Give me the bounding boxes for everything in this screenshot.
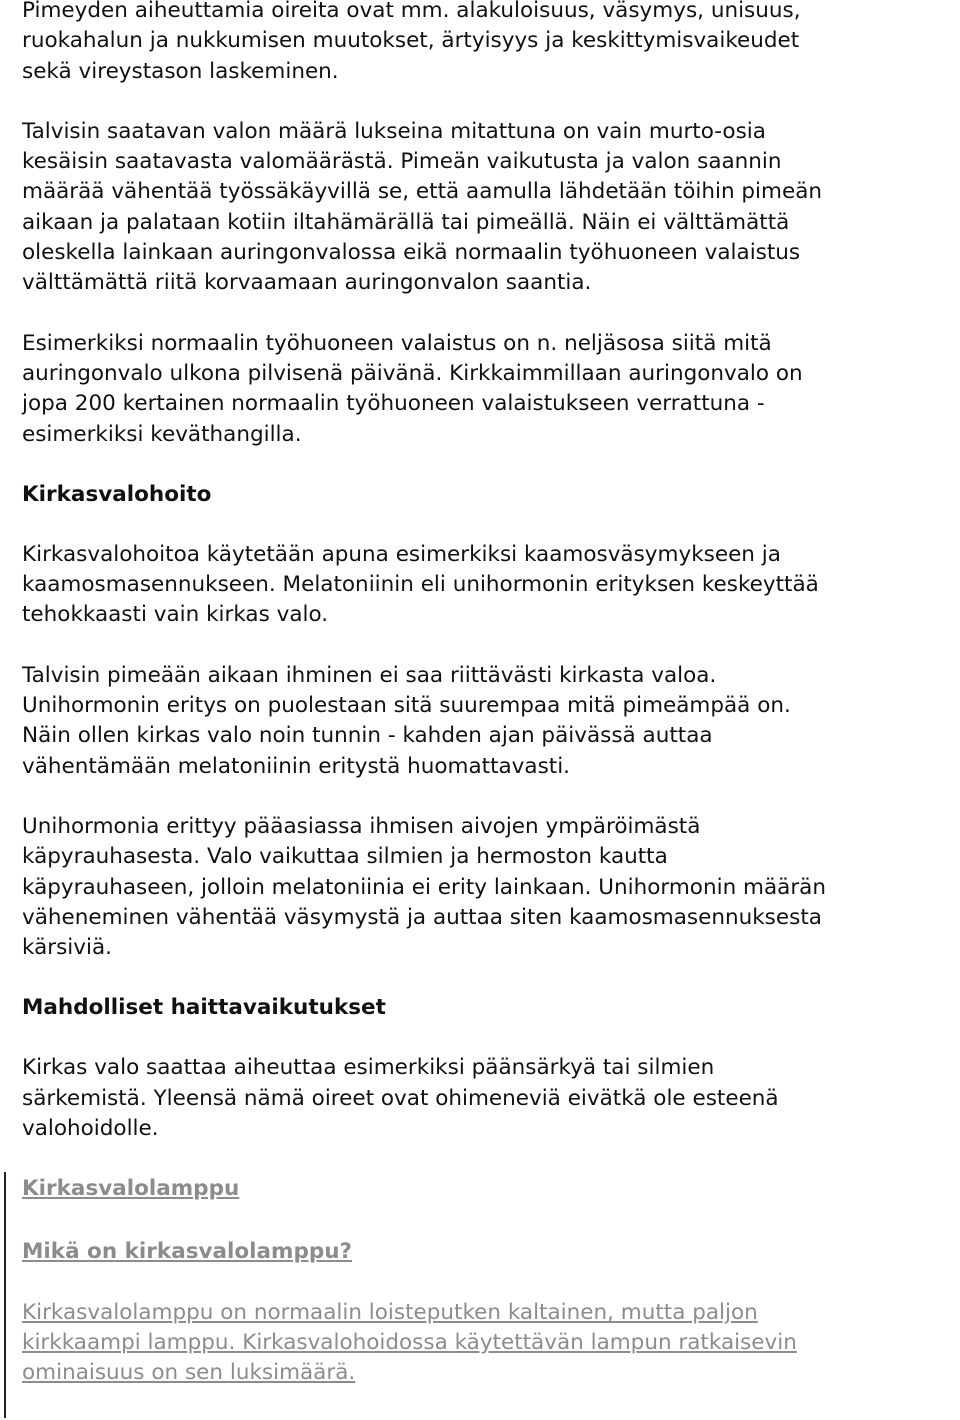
paragraph-winter-light: [22, 117, 960, 299]
text-line: jopa 200 kertainen normaalin työhuoneen valaistukseen verrattuna -: [22, 391, 765, 417]
section-heading-side-effects: Mahdolliset haittavaikutukset: [22, 995, 386, 1021]
text-line: sekä vireystason laskeminen.: [22, 58, 339, 84]
paragraph-melatonin: [22, 661, 960, 782]
text-line: esimerkiksi keväthangilla.: [22, 421, 302, 447]
text-line: ruokahalun ja nukkumisen muutokset, ärtyisyys ja keskittymisvaikeudet: [22, 28, 800, 54]
left-border-bar: [4, 1172, 6, 1418]
text-line: Pimeyden aiheuttamia oireita ovat mm. alakuloisuus, väsymys, unisuus,: [22, 0, 801, 23]
link-mika-on-kirkasvalolamppu[interactable]: Mikä on kirkasvalolamppu?: [22, 1239, 352, 1264]
text-line: valohoidolle.: [22, 1116, 159, 1142]
text-line: auringonvalo ulkona pilvisenä päivänä. Kirkkaimmillaan auringonvalo on: [22, 360, 803, 386]
text-line: kärsiviä.: [22, 935, 112, 961]
text-line: väheneminen vähentää väsymystä ja auttaa siten kaamosmasennuksesta: [22, 904, 822, 930]
text-line: Unihormonin eritys on puolestaan sitä suurempaa mitä pimeämpää on.: [22, 693, 791, 719]
article-body: [22, 0, 960, 1144]
paragraph-therapy-intro: [22, 540, 960, 631]
text-line: välttämättä riitä korvaamaan auringonvalon saantia.: [22, 270, 592, 296]
link-description-line[interactable]: kirkkaampi lamppu. Kirkasvalohoidossa käytettävän lampun ratkaisevin: [22, 1330, 797, 1355]
text-line: kaamosmasennukseen. Melatoniinin eli unihormonin erityksen keskeyttää: [22, 572, 819, 598]
text-line: Talvisin pimeään aikaan ihminen ei saa riittävästi kirkasta valoa.: [22, 662, 717, 688]
text-line: kesäisin saatavasta valomäärästä. Pimeän vaikutusta ja valon saannin: [22, 149, 782, 175]
paragraph-pineal-gland: [22, 812, 960, 963]
link-description-line[interactable]: Kirkasvalolamppu on normaalin loisteputken kaltainen, mutta paljon: [22, 1300, 758, 1325]
text-line: Unihormonia erittyy pääasiassa ihmisen aivojen ympäröimästä: [22, 813, 701, 839]
text-line: Näin ollen kirkas valo noin tunnin - kahden ajan päivässä auttaa: [22, 723, 713, 749]
section-heading-kirkasvalohoito: Kirkasvalohoito: [22, 481, 212, 507]
text-line: Talvisin saatavan valon määrä lukseina mitattuna on vain murto-osia: [22, 118, 766, 144]
paragraph-office-lighting: [22, 329, 960, 450]
text-line: aikaan ja palataan kotiin iltahämärällä tai pimeällä. Näin ei välttämättä: [22, 209, 790, 235]
text-line: särkemistä. Yleensä nämä oireet ovat ohimeneviä eivätkä ole esteenä: [22, 1085, 779, 1111]
text-line: käpyrauhasesta. Valo vaikuttaa silmien ja hermoston kautta: [22, 844, 668, 870]
paragraph-side-effects: [22, 1053, 960, 1144]
text-line: oleskella lainkaan auringonvalossa eikä normaalin työhuoneen valaistus: [22, 240, 801, 266]
text-line: Kirkasvalohoitoa käytetään apuna esimerkiksi kaamosväsymykseen ja: [22, 541, 781, 567]
text-line: tehokkaasti vain kirkas valo.: [22, 602, 329, 628]
text-line: Kirkas valo saattaa aiheuttaa esimerkiksi päänsärkyä tai silmien: [22, 1055, 715, 1081]
text-line: vähentämään melatoniinin eritystä huomattavasti.: [22, 753, 571, 779]
link-description-line[interactable]: ominaisuus on sen luksimäärä.: [22, 1360, 356, 1385]
text-line: Esimerkiksi normaalin työhuoneen valaistus on n. neljäsosa siitä mitä: [22, 330, 772, 356]
link-kirkasvalolamppu[interactable]: Kirkasvalolamppu: [22, 1176, 240, 1201]
paragraph-symptoms: [22, 0, 960, 87]
text-line: käpyrauhaseen, jolloin melatoniinia ei erity lainkaan. Unihormonin määrän: [22, 874, 826, 900]
text-line: määrää vähentää työssäkäyvillä se, että aamulla lähdetään töihin pimeän: [22, 179, 822, 205]
